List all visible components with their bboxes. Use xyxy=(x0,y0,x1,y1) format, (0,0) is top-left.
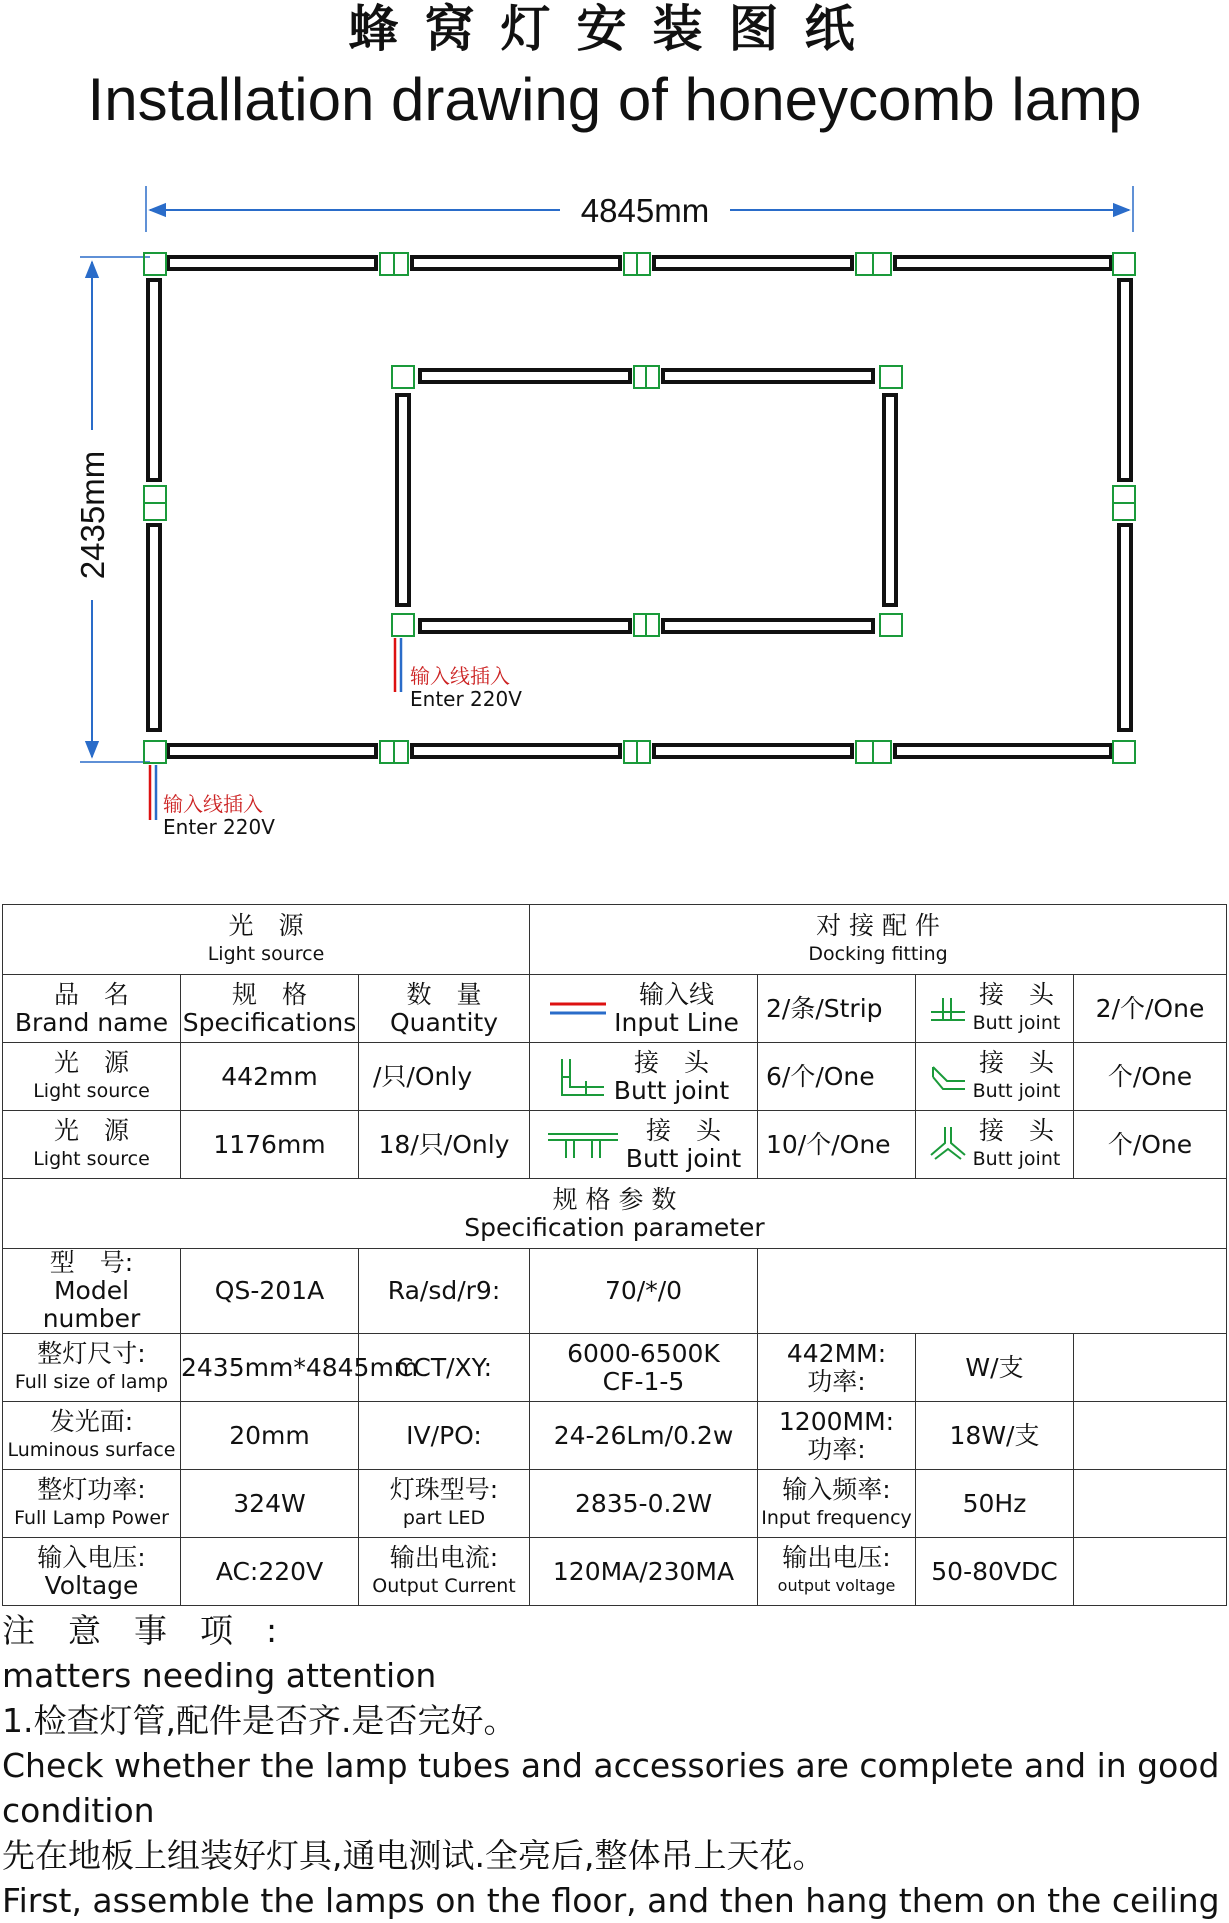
param-current-label: 输出电流: Output Current xyxy=(359,1538,530,1606)
param-led-value: 2835-0.2W xyxy=(530,1470,758,1538)
corner-joint-icon xyxy=(558,1055,608,1099)
installation-drawing xyxy=(0,180,1229,860)
param-lamp-power-value: 324W xyxy=(181,1470,359,1538)
col-brand-name: 品 名 Brand name xyxy=(3,975,181,1043)
param-ra-value: 70/*/0 xyxy=(530,1249,758,1334)
fitting-corner-joint: 接 头 Butt joint xyxy=(530,1043,758,1111)
outer-input-label-cn: 输入线插入 xyxy=(163,792,263,816)
param-power-442-value: W/支 xyxy=(916,1334,1074,1402)
fitting-t-joint-qty: 2/个/One xyxy=(1074,975,1227,1043)
param-frequency-value: 50Hz xyxy=(916,1470,1074,1538)
outer-input-wire xyxy=(150,765,275,839)
param-lamp-power-label: 整灯功率: Full Lamp Power xyxy=(3,1470,181,1538)
param-empty-2 xyxy=(1074,1334,1227,1402)
param-empty-3 xyxy=(1074,1402,1227,1470)
fitting-straight-joint-qty: 10/个/One xyxy=(758,1111,916,1179)
fitting-angle-joint: 接 头 Butt joint xyxy=(916,1043,1074,1111)
fitting-straight-joint: 接 头 Butt joint xyxy=(530,1111,758,1179)
param-model-label: 型 号: Model number xyxy=(3,1249,181,1334)
param-empty-5 xyxy=(1074,1538,1227,1606)
note-1-en: Check whether the lamp tubes and accessories are complete and in good condition xyxy=(2,1746,1220,1830)
input-line-icon xyxy=(548,999,608,1019)
inner-input-label-cn: 输入线插入 xyxy=(410,664,510,688)
param-header: 规 格 参 数 Specification parameter xyxy=(3,1179,1227,1249)
spec-table xyxy=(2,904,1227,1606)
outer-input-label-en: Enter 220V xyxy=(163,815,275,839)
param-surface-value: 20mm xyxy=(181,1402,359,1470)
straight-joint-icon xyxy=(546,1130,620,1160)
outer-frame xyxy=(144,253,1135,763)
row-light-source-2-spec: 1176mm xyxy=(181,1111,359,1179)
param-output-voltage-value: 50-80VDC xyxy=(916,1538,1074,1606)
row-light-source-1-spec: 442mm xyxy=(181,1043,359,1111)
notes-heading-cn: 注 意 事 项 : xyxy=(2,1611,278,1650)
param-power-442-label: 442MM: 功率: xyxy=(758,1334,916,1402)
width-label: 4845mm xyxy=(580,192,710,229)
inner-input-wire xyxy=(395,638,522,711)
param-cct-value: 6000-6500K CF-1-5 xyxy=(530,1334,758,1402)
param-current-value: 120MA/230MA xyxy=(530,1538,758,1606)
angle-joint-icon xyxy=(929,1059,967,1095)
fitting-corner-joint-qty: 6/个/One xyxy=(758,1043,916,1111)
y-joint-icon xyxy=(929,1125,967,1165)
param-iv-value: 24-26Lm/0.2w xyxy=(530,1402,758,1470)
row-light-source-2-qty: 18/只/Only xyxy=(359,1111,530,1179)
fitting-y-joint: 接 头 Butt joint xyxy=(916,1111,1074,1179)
col-quantity: 数 量 Quantity xyxy=(359,975,530,1043)
param-iv-label: IV/PO: xyxy=(359,1402,530,1470)
param-output-voltage-label: 输出电压: output voltage xyxy=(758,1538,916,1606)
fitting-t-joint: 接 头 Butt joint xyxy=(916,975,1074,1043)
note-2-en: First, assemble the lamps on the floor, and then hang them on the ceiling xyxy=(2,1881,1220,1920)
row-light-source-2: 光 源 Light source xyxy=(3,1111,181,1179)
light-source-header: 光 源 Light source xyxy=(3,905,530,975)
note-2-cn: 先在地板上组装好灯具,通电测试.全亮后,整体吊上天花。 xyxy=(2,1836,826,1875)
inner-frame xyxy=(392,366,902,636)
page-title-cn: 蜂窝灯安装图纸 xyxy=(348,0,881,58)
fitting-angle-joint-qty: 个/One xyxy=(1074,1043,1227,1111)
height-label: 2435mm xyxy=(74,450,111,580)
height-dimension xyxy=(74,257,150,762)
param-power-1200-label: 1200MM: 功率: xyxy=(758,1402,916,1470)
param-surface-label: 发光面: Luminous surface xyxy=(3,1402,181,1470)
param-empty xyxy=(758,1249,1227,1334)
docking-header: 对 接 配 件 Docking fitting xyxy=(530,905,1227,975)
param-ra-label: Ra/sd/r9: xyxy=(359,1249,530,1334)
row-light-source-1-qty: /只/Only xyxy=(359,1043,530,1111)
param-voltage-value: AC:220V xyxy=(181,1538,359,1606)
param-frequency-label: 输入频率: Input frequency xyxy=(758,1470,916,1538)
param-empty-4 xyxy=(1074,1470,1227,1538)
fitting-y-joint-qty: 个/One xyxy=(1074,1111,1227,1179)
notes-section xyxy=(2,1608,1226,1923)
inner-input-label-en: Enter 220V xyxy=(410,687,522,711)
param-voltage-label: 输入电压: Voltage xyxy=(3,1538,181,1606)
param-led-label: 灯珠型号: part LED xyxy=(359,1470,530,1538)
param-size-label: 整灯尺寸: Full size of lamp xyxy=(3,1334,181,1402)
param-model-value: QS-201A xyxy=(181,1249,359,1334)
fitting-input-line: 输入线 Input Line xyxy=(530,975,758,1043)
col-specifications: 规 格 Specifications xyxy=(181,975,359,1043)
row-light-source-1: 光 源 Light source xyxy=(3,1043,181,1111)
param-size-value: 2435mm*4845mm xyxy=(181,1334,359,1402)
note-1-cn: 1.检查灯管,配件是否齐.是否完好。 xyxy=(2,1701,517,1740)
notes-heading-en: matters needing attention xyxy=(2,1656,437,1695)
t-joint-icon xyxy=(929,994,967,1024)
fitting-input-line-qty: 2/条/Strip xyxy=(758,975,916,1043)
param-power-1200-value: 18W/支 xyxy=(916,1402,1074,1470)
width-dimension xyxy=(146,186,1133,232)
param-cct-label: CCT/XY: xyxy=(359,1334,530,1402)
page-title-en: Installation drawing of honeycomb lamp xyxy=(87,66,1142,133)
